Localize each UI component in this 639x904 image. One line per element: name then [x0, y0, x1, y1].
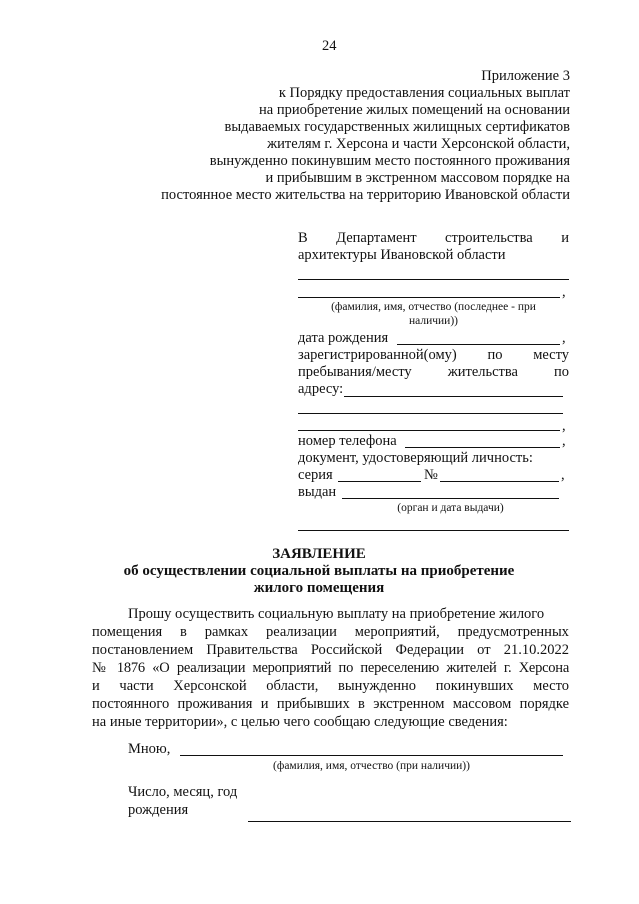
- issued-field[interactable]: [342, 498, 559, 499]
- appendix-line: вынужденно покинувшим место постоянного проживания: [209, 153, 570, 169]
- phone-label: номер телефона: [298, 433, 397, 449]
- me-hint: (фамилия, имя, отчество (при наличии)): [273, 760, 470, 772]
- appendix-line: Приложение 3: [481, 68, 570, 84]
- addressee-word: и: [561, 230, 569, 246]
- body-word: помещения: [92, 624, 163, 640]
- series-field[interactable]: [338, 481, 421, 482]
- me-field[interactable]: [180, 755, 563, 756]
- body-word: рамках: [204, 624, 249, 640]
- number-label: №: [424, 467, 438, 483]
- addressee-line-2: архитектуры Ивановской области: [298, 247, 506, 263]
- body-line: постоянного проживания и прибывших в экстренном массовом порядке: [92, 696, 569, 712]
- body-line-last: на иные территории», с целью чего сообщаю следующие сведения:: [92, 714, 508, 730]
- stay-line: [298, 364, 569, 381]
- series-label: серия: [298, 467, 333, 483]
- appendix-line: на приобретение жилых помещений на основании: [259, 102, 570, 118]
- document-label: документ, удостоверяющий личность:: [298, 450, 533, 466]
- statement-title: ЗАЯВЛЕНИЕ: [272, 546, 366, 562]
- me-label: Мною,: [128, 741, 171, 757]
- appendix-line: и прибывшим в экстренном массовом порядке на: [265, 170, 570, 186]
- registration-word: зарегистрированной(ому): [298, 347, 457, 363]
- comma: ,: [562, 284, 566, 300]
- appendix-line: постоянное место жительства на территорию Ивановской области: [161, 187, 570, 203]
- comma: ,: [562, 330, 566, 346]
- stay-word: жительства: [447, 364, 518, 380]
- number-field[interactable]: [440, 481, 559, 482]
- appendix-line: к Порядку предоставления социальных выплат: [278, 85, 570, 101]
- body-word: реализации: [266, 624, 337, 640]
- address-field-3[interactable]: [298, 430, 560, 431]
- addressee-word: строительства: [445, 230, 533, 246]
- body-line: № 1876 «О реализации мероприятий по переселению жителей г. Херсона: [92, 660, 569, 676]
- birth-date-form-field[interactable]: [248, 821, 571, 822]
- address-field-1[interactable]: [344, 396, 563, 397]
- appendix-header: [90, 68, 570, 204]
- address-field-2[interactable]: [298, 413, 563, 414]
- comma: ,: [562, 433, 566, 449]
- body-line-first: Прошу осуществить социальную выплату на приобретение жилого: [128, 606, 545, 622]
- comma: ,: [562, 418, 566, 434]
- appendix-line: жителям г. Херсона и части Херсонской области,: [267, 136, 570, 152]
- comma: ,: [561, 467, 565, 483]
- birth-date-label-1: Число, месяц, год: [128, 784, 238, 800]
- addressee-line-1: [298, 230, 569, 247]
- registration-line: [298, 347, 569, 364]
- issued-hint: (орган и дата выдачи): [397, 502, 504, 514]
- birth-date-field[interactable]: [397, 344, 560, 345]
- body-word: мероприятий,: [354, 624, 440, 640]
- addressee-word: Департамент: [336, 230, 417, 246]
- phone-field[interactable]: [405, 447, 560, 448]
- body-line: постановлением Правительства Российской Федерации от 21.10.2022: [92, 642, 569, 658]
- body-line: и части Херсонской области, вынужденно покинувших место: [92, 678, 569, 694]
- page-number: 24: [322, 38, 337, 54]
- statement-subtitle-1: об осуществлении социальной выплаты на приобретение: [123, 563, 515, 579]
- registration-word: по: [487, 347, 503, 363]
- birth-date-label: дата рождения: [298, 330, 389, 346]
- body-line: [92, 624, 569, 642]
- addressee-word: В: [298, 230, 308, 246]
- fio-hint: [298, 300, 569, 328]
- appendix-line: выдаваемых государственных жилищных сертификатов: [224, 119, 570, 135]
- stay-word: по: [553, 364, 569, 380]
- applicant-name-line-1[interactable]: [298, 279, 569, 280]
- issued-label: выдан: [298, 484, 337, 500]
- address-label: адресу:: [298, 381, 344, 397]
- birth-date-label-2: рождения: [128, 802, 189, 818]
- body-word: предусмотренных: [457, 624, 569, 640]
- fio-hint-line-2: наличии)): [408, 315, 458, 327]
- body-word: в: [180, 624, 187, 640]
- issued-field-2[interactable]: [298, 530, 569, 531]
- registration-word: месту: [533, 347, 569, 363]
- fio-hint-line-1: (фамилия, имя, отчество (последнее - при: [331, 301, 536, 313]
- applicant-name-line-2[interactable]: [298, 297, 560, 298]
- statement-subtitle-2: жилого помещения: [253, 580, 385, 596]
- stay-word: пребывания/месту: [298, 364, 412, 380]
